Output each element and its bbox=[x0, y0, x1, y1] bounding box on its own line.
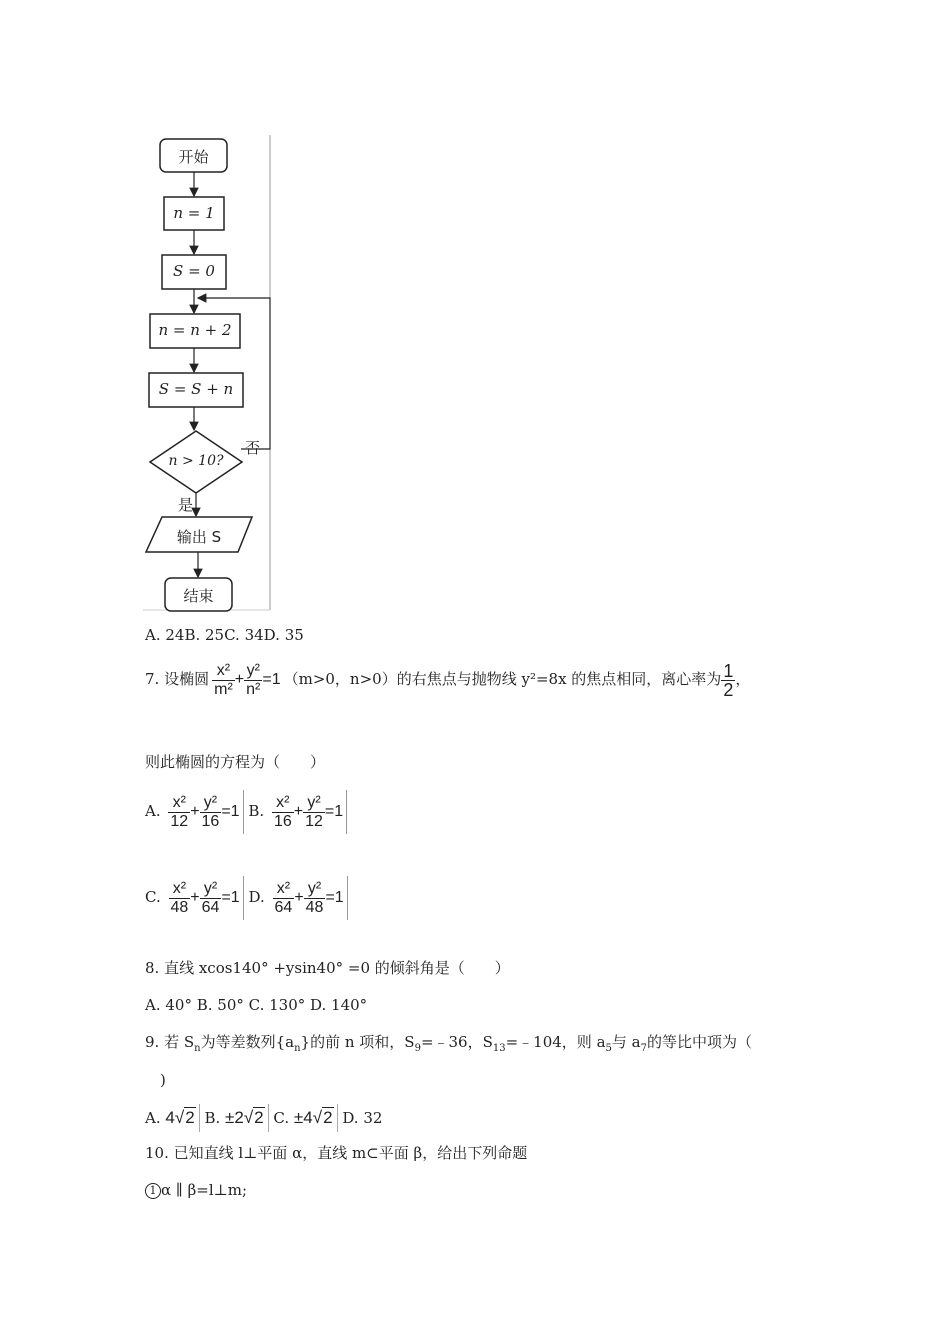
q9-option-b-label: B. bbox=[204, 1109, 221, 1127]
flow-no-label: 否 bbox=[245, 439, 261, 457]
q7-option-b-label: B. bbox=[248, 802, 265, 821]
q10-item1: 1 α ∥ β=l⊥m; bbox=[145, 1180, 247, 1200]
q9-stem: 9. 若 $S_n$为等差数列$\{a_n\}$的前 n 项和，$S_9=﹣36$，$S_{13}=﹣104$，则 $a_5$与 $a_7$的等比中项为（ bbox=[145, 1033, 753, 1054]
q7-frac-y: $\frac{\text{y²}}{\text{n²}}$ bbox=[246, 661, 261, 698]
q7-condition: （m>0，n>0）的右焦点与抛物线 y²=8x 的焦点相同，离心率为 bbox=[283, 670, 722, 689]
q9-option-a-label: A. bbox=[145, 1109, 161, 1127]
q9-option-d[interactable]: D. 32 bbox=[342, 1109, 383, 1127]
flow-sum-label: S = S + n bbox=[158, 380, 234, 398]
circled-number-icon: 1 bbox=[145, 1183, 161, 1199]
flow-yes-label: 是 bbox=[178, 496, 194, 514]
q7-option-c[interactable]: $\frac{\text{x²}}{48}$ + $\frac{\text{y²}}{64}$ =1 bbox=[166, 876, 244, 920]
flow-decision-label: n > 10? bbox=[168, 453, 224, 469]
q10-stem: 10. 已知直线 l⊥平面 α，直线 m⊂平面 β，给出下列命题 bbox=[145, 1144, 528, 1162]
q7-number: 7. bbox=[145, 670, 160, 689]
q9-option-c-label: C. bbox=[273, 1109, 290, 1127]
q9-option-a[interactable]: 4√2 bbox=[165, 1104, 199, 1132]
q8-options: A. 40° B. 50° C. 130° D. 140° bbox=[145, 996, 368, 1014]
q7-option-b[interactable]: $\frac{\text{x²}}{16}$ + $\frac{\text{y²}}{12}$ =1 bbox=[269, 790, 347, 834]
q7-options-row2 bbox=[145, 876, 348, 920]
q6-options: A. 24B. 25C. 34D. 35 bbox=[145, 626, 304, 644]
flow-init-s-label: S = 0 bbox=[173, 262, 215, 280]
q9-option-c[interactable]: ±4√2 bbox=[294, 1104, 338, 1132]
flow-output-label: 输出 S bbox=[176, 528, 222, 546]
q7-tail: ， bbox=[735, 670, 751, 689]
q7-option-d[interactable]: $\frac{\text{x²}}{64}$ + $\frac{\text{y²}}{48}$ =1 bbox=[270, 876, 348, 920]
flowchart bbox=[0, 0, 950, 620]
q7-line2: 则此椭圆的方程为（ ） bbox=[145, 753, 326, 771]
q8-stem: 8. 直线 xcos140° +ysin40° =0 的倾斜角是（ ） bbox=[145, 959, 510, 977]
q7-options-row1 bbox=[145, 790, 347, 834]
flow-incr-n-label: n = n + 2 bbox=[158, 321, 232, 339]
q7-option-d-label: D. bbox=[248, 888, 265, 907]
flow-init-n-label: n = 1 bbox=[173, 204, 215, 222]
q7-ellipse-formula: $\frac{\text{x²}}{\text{m²}}$ + $\frac{\text{y²}}{\text{n²}}$ =1 bbox=[214, 661, 281, 698]
q7-option-a-label: A. bbox=[145, 802, 161, 821]
flow-start-label: 开始 bbox=[178, 148, 209, 166]
flow-end-label: 结束 bbox=[183, 587, 214, 605]
q7-option-a[interactable]: $\frac{\text{x²}}{12}$ + $\frac{\text{y²}}{16}$ =1 bbox=[165, 790, 243, 834]
q9-options bbox=[145, 1104, 382, 1132]
q7-frac-x: $\frac{\text{x²}}{\text{m²}}$ bbox=[214, 661, 233, 698]
q9-option-b[interactable]: ±2√2 bbox=[225, 1104, 269, 1132]
q7-eccentricity: $\frac{1}{2}$ bbox=[723, 660, 734, 700]
q7-option-c-label: C. bbox=[145, 888, 161, 907]
q7-lead: 设椭圆 bbox=[164, 670, 210, 689]
q9-line2: ) bbox=[160, 1071, 166, 1089]
q7-stem bbox=[145, 658, 750, 702]
